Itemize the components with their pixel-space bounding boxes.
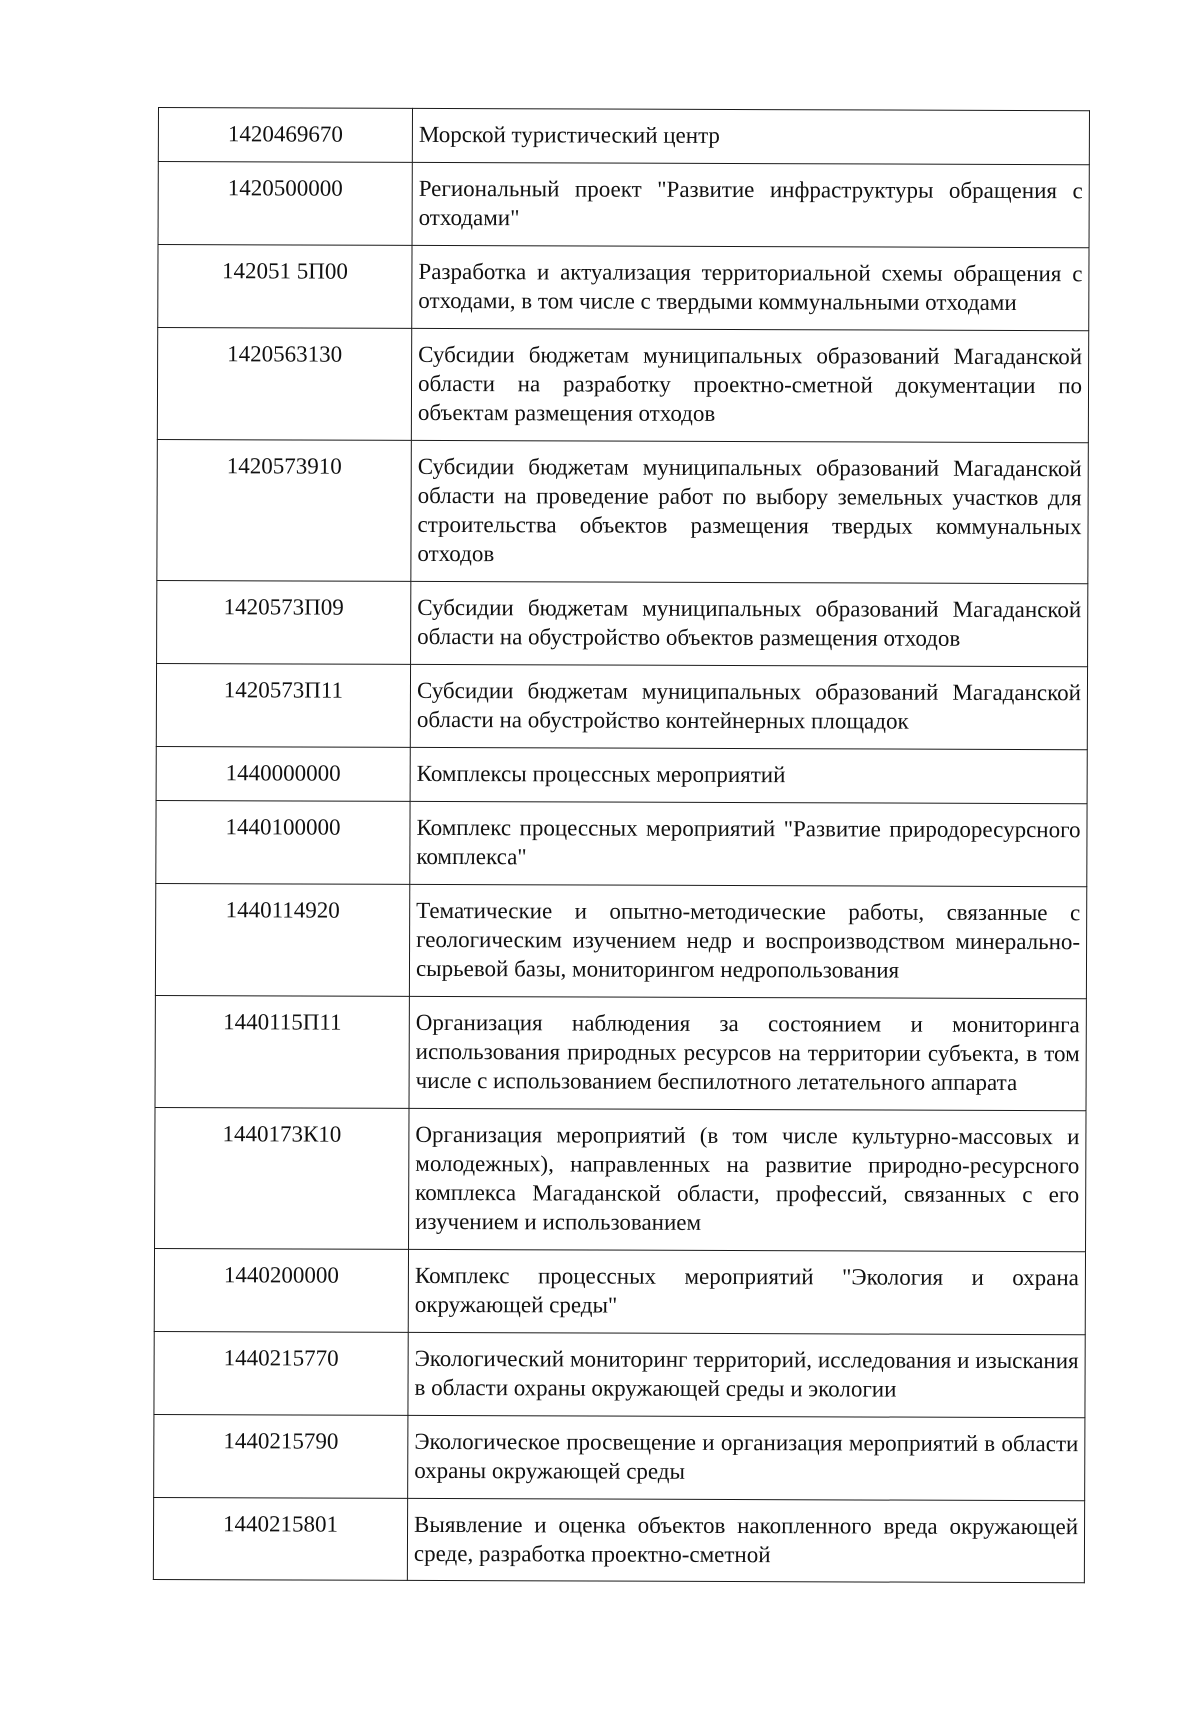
table-row	[154, 1331, 1085, 1417]
description-cell: Региональный проект "Развитие инфраструктуры обращения с отходами"	[412, 162, 1089, 247]
code-cell: 1440200000	[154, 1248, 408, 1332]
table-row	[156, 746, 1087, 803]
table-row	[158, 162, 1089, 248]
description-cell: Организация наблюдения за состоянием и мониторинга использования природных ресурсов на территории субъекта, в том числе с использованием беспилотного летательного аппарата	[409, 996, 1086, 1110]
table-row	[157, 328, 1088, 443]
code-cell: 1420500000	[158, 162, 412, 246]
code-cell: 142051 5П00	[158, 245, 412, 329]
code-cell: 1440115П11	[155, 995, 409, 1108]
code-cell: 1420563130	[157, 328, 411, 441]
table-row	[155, 995, 1086, 1110]
description-cell: Выявление и оценка объектов накопленного вреда окружающей среде, разработка проектно-сметной	[407, 1498, 1084, 1582]
table-row	[157, 580, 1088, 666]
table-row	[158, 245, 1089, 331]
description-cell: Комплекс процессных мероприятий "Экология и охрана окружающей среды"	[408, 1249, 1085, 1334]
description-cell: Комплекс процессных мероприятий "Развитие природоресурсного комплекса"	[410, 801, 1087, 886]
table-row	[157, 439, 1088, 583]
budget-code-table	[153, 107, 1090, 1583]
description-cell: Субсидии бюджетам муниципальных образований Магаданской области на обустройство контейнерных площадок	[410, 664, 1087, 749]
code-cell: 1440114920	[155, 883, 409, 996]
description-cell: Экологическое просвещение и организация мероприятий в области охраны окружающей среды	[408, 1415, 1085, 1500]
code-cell: 1440215801	[153, 1497, 407, 1580]
description-cell: Тематические и опытно-методические работы, связанные с геологическим изучением недр и воспроизводством минерально-сырьевой базы, мониторингом недропользования	[409, 884, 1086, 998]
code-cell: 1440173К10	[155, 1107, 409, 1249]
code-cell: 1440215790	[154, 1414, 408, 1498]
description-cell: Экологический мониторинг территорий, исследования и изыскания в области охраны окружающей среды и экологии	[408, 1332, 1085, 1417]
code-cell: 1420469670	[158, 108, 412, 163]
code-cell: 1420573910	[157, 439, 411, 581]
code-cell: 1440000000	[156, 746, 410, 801]
table-row	[153, 1497, 1084, 1582]
code-cell: 1420573П09	[157, 580, 411, 664]
table-row	[154, 1414, 1085, 1500]
code-cell: 1440215770	[154, 1331, 408, 1415]
table-row	[154, 1248, 1085, 1334]
document-page	[158, 107, 1090, 1580]
code-cell: 1440100000	[156, 800, 410, 884]
table-body	[153, 108, 1089, 1583]
description-cell: Морской туристический центр	[412, 108, 1089, 164]
code-cell: 1420573П11	[156, 663, 410, 747]
description-cell: Комплексы процессных мероприятий	[410, 747, 1087, 803]
table-row	[156, 663, 1087, 749]
description-cell: Субсидии бюджетам муниципальных образований Магаданской области на обустройство объектов размещения отходов	[411, 581, 1088, 666]
table-row	[155, 883, 1086, 998]
description-cell: Разработка и актуализация территориальной схемы обращения с отходами, в том числе с твердыми коммунальными отходами	[412, 245, 1089, 330]
table-row	[158, 108, 1089, 165]
description-cell: Субсидии бюджетам муниципальных образований Магаданской области на проведение работ по выбору земельных участков для строительства объектов размещения твердых коммунальных отходов	[411, 440, 1088, 583]
table-row	[156, 800, 1087, 886]
table-row	[155, 1107, 1086, 1251]
description-cell: Организация мероприятий (в том числе культурно-массовых и молодежных), направленных на развитие природно-ресурсного комплекса Магаданской области, профессий, связанных с его изучением и использованием	[409, 1108, 1086, 1251]
description-cell: Субсидии бюджетам муниципальных образований Магаданской области на разработку проектно-сметной документации по объектам размещения отходов	[411, 328, 1088, 442]
